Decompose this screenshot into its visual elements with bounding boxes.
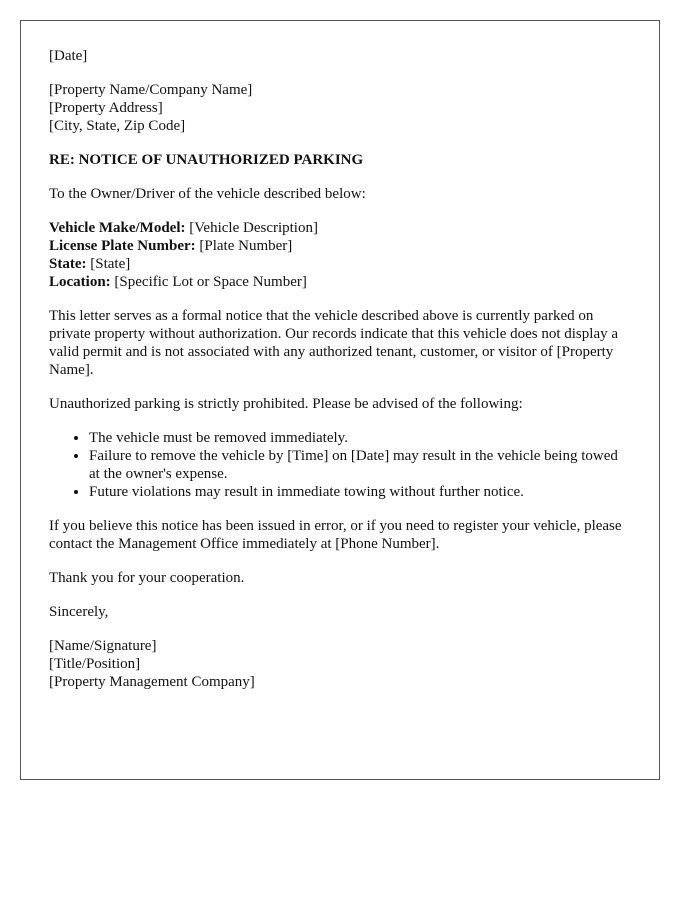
vehicle-detail-value: [Specific Lot or Space Number] [114, 274, 307, 290]
advisory-paragraph: Unauthorized parking is strictly prohibited. Please be advised of the following: [49, 396, 523, 412]
letter-date: [Date] [49, 48, 88, 64]
list-item: • Failure to remove the vehicle by [Time] on [Date] may result in the vehicle being towed at the owner's expense. [89, 447, 631, 483]
list-item: • Future violations may result in immediate towing without further notice. [89, 483, 631, 501]
closing-line: Sincerely, [49, 604, 109, 620]
vehicle-detail-label: State: [49, 256, 87, 272]
contact-paragraph: If you believe this notice has been issued in error, or if you need to register your vehicle, please contact the Management Office immediately at [Phone Number]. [49, 518, 622, 552]
signature-company: [Property Management Company] [49, 674, 255, 690]
vehicle-detail-row [49, 273, 631, 291]
list-item: • The vehicle must be removed immediately. [89, 429, 631, 447]
vehicle-detail-row [49, 219, 631, 237]
vehicle-detail-value: [Vehicle Description] [189, 220, 318, 236]
recipient-city: [City, State, Zip Code] [49, 118, 186, 134]
vehicle-detail-value: [State] [90, 256, 131, 272]
thanks-line: Thank you for your cooperation. [49, 570, 245, 586]
vehicle-detail-label: Vehicle Make/Model: [49, 220, 186, 236]
vehicle-detail-value: [Plate Number] [199, 238, 293, 254]
vehicle-detail-row [49, 237, 631, 255]
vehicle-detail-label: License Plate Number: [49, 238, 196, 254]
vehicle-detail-row [49, 255, 631, 273]
recipient-address [49, 81, 631, 135]
recipient-name: [Property Name/Company Name] [49, 82, 253, 98]
recipient-street: [Property Address] [49, 100, 163, 116]
notice-paragraph: This letter serves as a formal notice that the vehicle described above is currently parked on private property without authorization. Our records indicate that this vehicle does not display a valid permit and is not associated with any authorized tenant, customer, or visitor of [Property Name]. [49, 308, 619, 378]
greeting: To the Owner/Driver of the vehicle described below: [49, 186, 366, 202]
signature-name: [Name/Signature] [49, 638, 157, 654]
signature-title: [Title/Position] [49, 656, 141, 672]
vehicle-detail-label: Location: [49, 274, 111, 290]
signature-block [49, 637, 631, 691]
advisory-list [49, 429, 631, 501]
vehicle-details [49, 219, 631, 291]
subject-line: RE: NOTICE OF UNAUTHORIZED PARKING [49, 152, 364, 168]
letter-page [20, 20, 660, 780]
